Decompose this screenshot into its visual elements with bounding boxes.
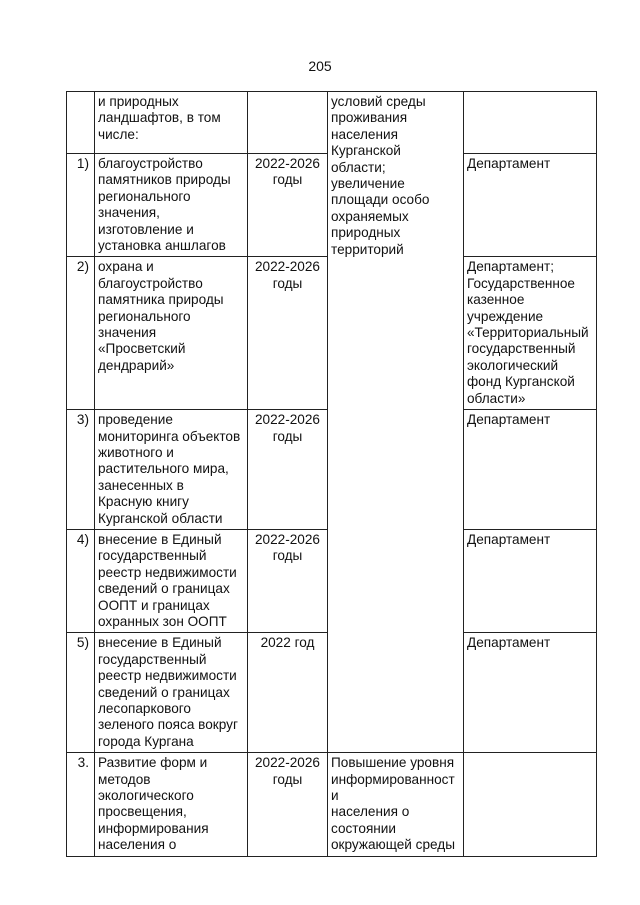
row-number: 3)	[67, 410, 95, 530]
period-cell: 2022 год	[248, 633, 328, 753]
activity-cell: и природных ландшафтов, в том числе:	[95, 92, 248, 154]
row-number: 3.	[67, 753, 95, 856]
row-number: 1)	[67, 154, 95, 257]
activity-cell: внесение в Единый государственный реестр недвижимости сведений о границах ООПТ и границах охранных зон ООПТ	[95, 529, 248, 632]
result-cell: Повышение уровня информированности населения о состоянии окружающей среды	[328, 753, 464, 856]
responsible-cell	[464, 753, 597, 856]
period-cell: 2022-2026 годы	[248, 154, 328, 257]
period-cell: 2022-2026 годы	[248, 753, 328, 856]
page-number: 205	[308, 58, 332, 74]
row-number	[67, 92, 95, 154]
row-number: 2)	[67, 257, 95, 410]
responsible-cell	[464, 92, 597, 154]
table-row	[67, 92, 597, 154]
activity-cell: внесение в Единый государственный реестр недвижимости сведений о границах лесопаркового зеленого пояса вокруг города Кургана	[95, 633, 248, 753]
period-cell: 2022-2026 годы	[248, 257, 328, 410]
program-table	[66, 91, 597, 857]
period-cell: 2022-2026 годы	[248, 410, 328, 530]
row-number: 5)	[67, 633, 95, 753]
period-cell	[248, 92, 328, 154]
activity-cell: охрана и благоустройство памятника природы регионального значения «Просветский дендрарий»	[95, 257, 248, 410]
activity-cell: Развитие форм и методов экологического просвещения, информирования населения о	[95, 753, 248, 856]
activity-cell: благоустройство памятников природы регионального значения, изготовление и установка аншлагов	[95, 154, 248, 257]
table-row	[67, 753, 597, 856]
period-cell: 2022-2026 годы	[248, 529, 328, 632]
row-number: 4)	[67, 529, 95, 632]
responsible-cell: Департамент	[464, 154, 597, 257]
activity-cell: проведение мониторинга объектов животного и растительного мира, занесенных в Красную книгу Курганской области	[95, 410, 248, 530]
responsible-cell: Департамент	[464, 633, 597, 753]
responsible-cell: Департамент	[464, 410, 597, 530]
responsible-cell: Департамент; Государственное казенное учреждение «Территориальный государственный экологический фонд Курганской области»	[464, 257, 597, 410]
responsible-cell: Департамент	[464, 529, 597, 632]
result-cell: условий среды проживания населения Курганской области; увеличение площади особо охраняемых природных территорий	[328, 92, 464, 753]
